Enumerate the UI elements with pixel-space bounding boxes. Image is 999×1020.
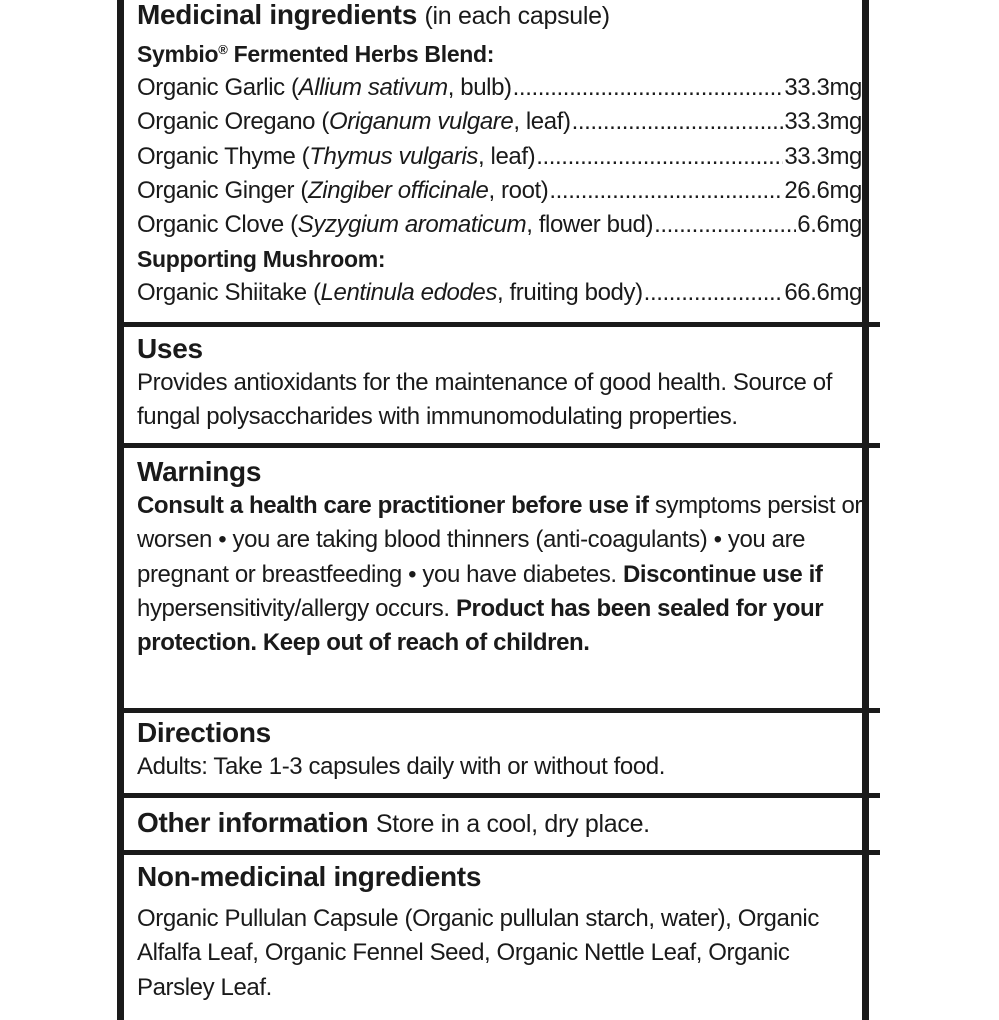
medicinal-heading: Medicinal ingredients (in each capsule) <box>137 0 610 30</box>
ingredient-row: Organic Thyme (Thymus vulgaris, leaf) ..... 33.3mg <box>137 140 862 174</box>
directions-section <box>137 716 862 784</box>
leader-dots <box>654 208 796 242</box>
ingredient-amount: 33.3mg <box>784 142 862 170</box>
other-information-line <box>137 806 862 841</box>
leader-dots <box>513 71 784 105</box>
uses-section <box>137 332 862 435</box>
section-divider <box>117 850 880 855</box>
warnings-section <box>137 455 862 660</box>
section-divider <box>117 793 880 798</box>
other-heading: Other information <box>137 807 369 838</box>
warnings-text: Consult a health care practitioner before use if symptoms persist or worsen • you are taking blood thinners (anti-coagulants) • you are pregnant or breastfeeding • you have diabetes. Discontinue use if hypersensitivity/allergy occurs. Product has been sealed for your protection. Keep out of reach of children. <box>137 492 862 657</box>
uses-text: Provides antioxidants for the maintenance of good health. Source of fungal polysaccharides with immunomodulating properties. <box>137 369 832 431</box>
other-text: Store in a cool, dry place. <box>375 810 650 838</box>
medicinal-ingredients-section <box>137 0 862 311</box>
registered-mark: ® <box>218 42 228 57</box>
ingredient-amount: 33.3mg <box>784 74 862 101</box>
non-medicinal-heading: Non-medicinal ingredients <box>137 861 482 892</box>
ingredient-row: Organic Oregano (Origanum vulgare, leaf) ..... 33.3mg <box>137 105 862 139</box>
directions-text: Adults: Take 1-3 capsules daily with or without food. <box>137 753 665 780</box>
section-divider <box>117 322 880 327</box>
ingredient-amount: 6.6mg <box>797 211 862 239</box>
supporting-title: Supporting Mushroom: <box>137 246 386 273</box>
ingredient-amount: 66.6mg <box>784 279 862 307</box>
section-divider <box>117 443 880 448</box>
leader-dots <box>549 174 783 208</box>
leader-dots <box>536 140 783 174</box>
ingredient-amount: 26.6mg <box>784 176 862 204</box>
medicinal-heading-note: (in each capsule) <box>424 2 610 30</box>
ingredient-row: Organic Garlic (Allium sativum, bulb) ..... 33.3mg <box>137 71 862 105</box>
ingredient-row: Organic Clove (Syzygium aromaticum, flower bud) ..... 6.6mg <box>137 208 862 242</box>
ingredient-row: Organic Ginger (Zingiber officinale, root) ..... 26.6mg <box>137 174 862 208</box>
section-divider <box>117 708 880 713</box>
ingredient-amount: 33.3mg <box>784 108 862 136</box>
other-information-section <box>137 806 862 841</box>
warnings-heading: Warnings <box>137 456 262 487</box>
ingredient-row: Organic Shiitake (Lentinula edodes, fruiting body) ..... 66.6mg <box>137 276 862 310</box>
uses-heading: Uses <box>137 333 203 364</box>
non-medicinal-section <box>137 860 862 1005</box>
non-medicinal-text: Organic Pullulan Capsule (Organic pullulan starch, water), Organic Alfalfa Leaf, Organic Fennel Seed, Organic Nettle Leaf, Organic Parsley Leaf. <box>137 905 819 1001</box>
blend-title: Symbio® Fermented Herbs Blend: <box>137 41 495 67</box>
directions-heading: Directions <box>137 717 271 748</box>
leader-dots <box>572 105 784 139</box>
leader-dots <box>644 276 784 310</box>
